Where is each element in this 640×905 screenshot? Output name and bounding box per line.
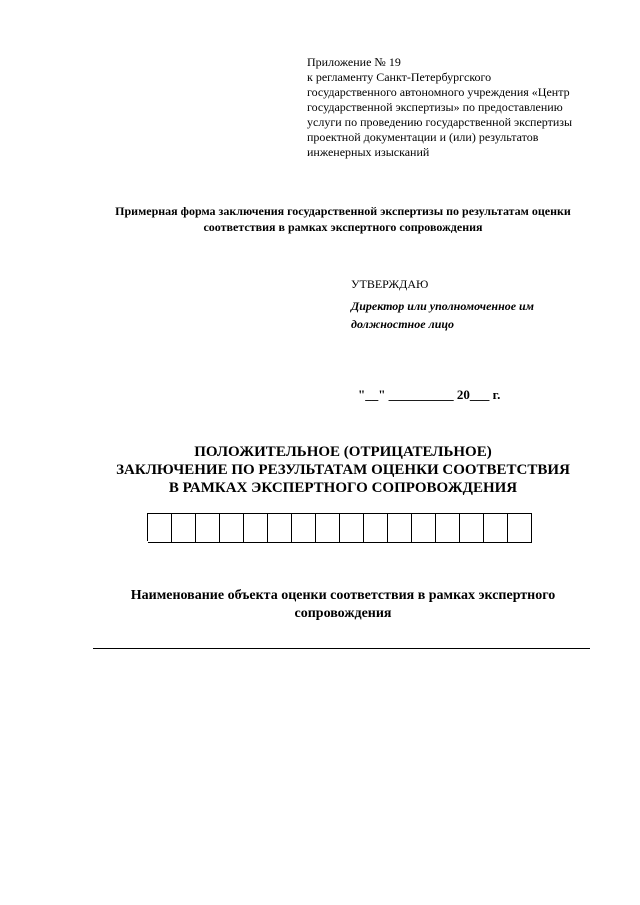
conclusion-title-line: В РАМКАХ ЭКСПЕРТНОГО СОПРОВОЖДЕНИЯ (168, 480, 518, 496)
number-cell[interactable] (340, 513, 364, 543)
appendix-line: проектной документации и (или) результатов (307, 130, 539, 144)
appendix-line: Приложение № 19 (307, 55, 401, 69)
number-cell[interactable] (148, 513, 172, 543)
number-cell[interactable] (196, 513, 220, 543)
number-cell[interactable] (436, 513, 460, 543)
appendix-line: к регламенту Санкт-Петербургского (307, 70, 492, 84)
number-cell[interactable] (508, 513, 532, 543)
object-name-heading (60, 587, 626, 623)
form-title-line: соответствия в рамках экспертного сопровождения (203, 220, 483, 234)
approval-date-field[interactable]: "__" __________ 20___ г. (358, 387, 501, 402)
conclusion-title-line: ЗАКЛЮЧЕНИЕ ПО РЕЗУЛЬТАТАМ ОЦЕНКИ СООТВЕТСТВИЯ (116, 462, 570, 478)
director-line: Директор или уполномоченное им (351, 299, 534, 313)
number-cell[interactable] (268, 513, 292, 543)
number-cell[interactable] (484, 513, 508, 543)
number-cell[interactable] (412, 513, 436, 543)
form-title (60, 203, 626, 235)
appendix-block (307, 55, 607, 160)
number-cell[interactable] (316, 513, 340, 543)
number-cell[interactable] (172, 513, 196, 543)
director-line: должностное лицо (351, 317, 455, 331)
appendix-line: государственной экспертизы» по предоставлению (307, 100, 563, 114)
appendix-line: государственного автономного учреждения «Центр (307, 85, 570, 99)
object-name-input-line[interactable] (93, 648, 590, 649)
appendix-line: инженерных изысканий (307, 145, 430, 159)
conclusion-title-line: ПОЛОЖИТЕЛЬНОЕ (ОТРИЦАТЕЛЬНОЕ) (194, 444, 492, 460)
number-cell[interactable] (364, 513, 388, 543)
conclusion-number-grid (147, 513, 532, 541)
number-cell[interactable] (460, 513, 484, 543)
object-name-line: Наименование объекта оценки соответствия в рамках экспертного (130, 588, 556, 603)
number-cell[interactable] (244, 513, 268, 543)
number-cell[interactable] (292, 513, 316, 543)
object-name-line: сопровождения (294, 606, 392, 621)
number-cell[interactable] (220, 513, 244, 543)
appendix-line: услуги по проведению государственной экспертизы (307, 115, 573, 129)
approve-label: УТВЕРЖДАЮ (351, 277, 429, 291)
director-signatory (351, 297, 591, 333)
form-title-line: Примерная форма заключения государственной экспертизы по результатам оценки (115, 204, 571, 218)
number-cell[interactable] (388, 513, 412, 543)
conclusion-title (60, 443, 626, 497)
